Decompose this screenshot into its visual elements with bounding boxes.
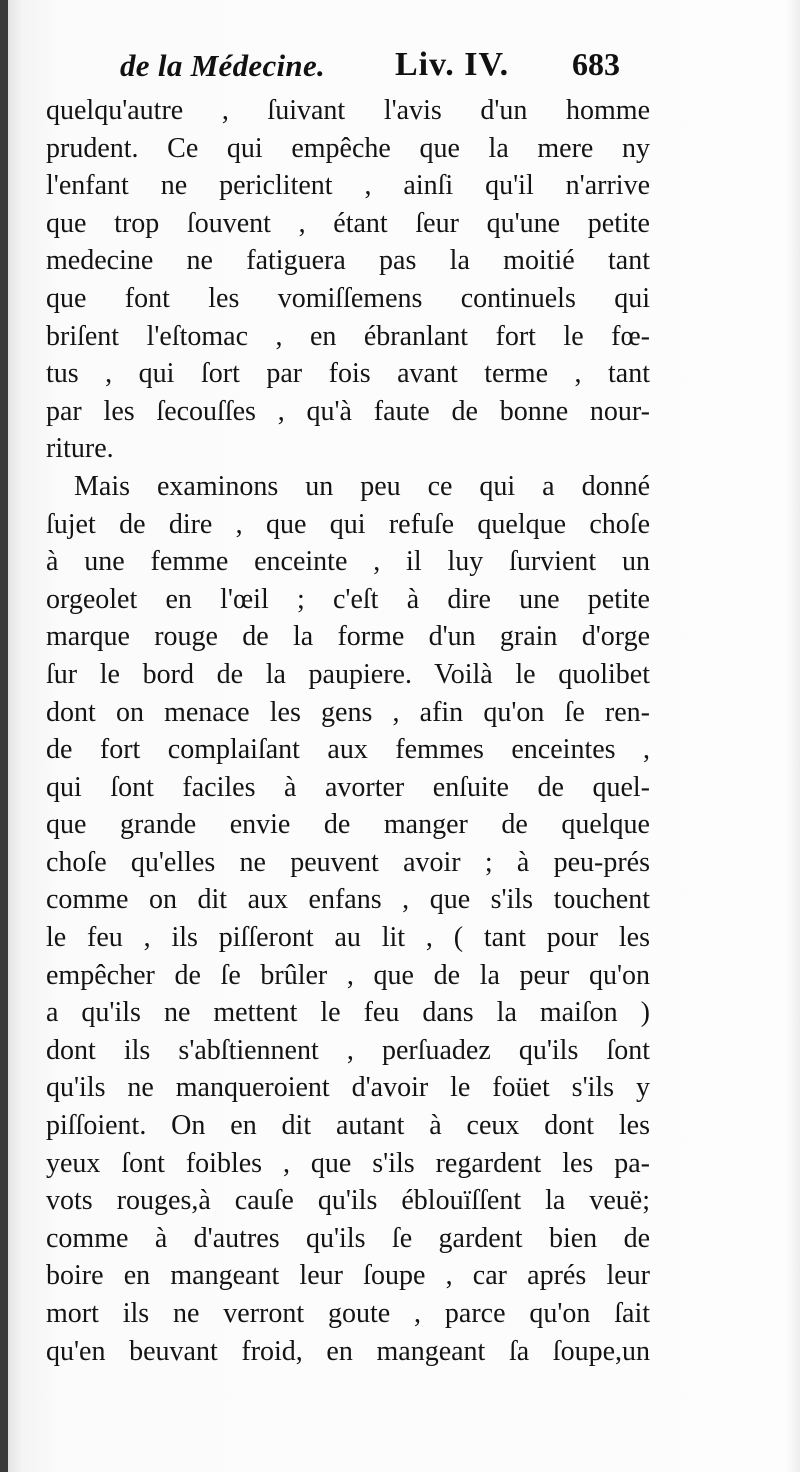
text-line: quelqu'autre , ſuivant l'avis d'un homme [46,95,650,126]
text-line: medecine ne fatiguera pas la moitié tant [46,245,650,277]
text-line: que font les vomiſſemens continuels qui [46,282,650,314]
text-line: marque rouge de la forme d'un grain d'orge [46,621,650,653]
text-line: a qu'ils ne mettent le feu dans la maiſon ) [46,997,650,1029]
text-line: Mais examinons un peu ce qui a donné [74,470,650,502]
text-line: le feu , ils piſſeront au lit , ( tant pour les [46,922,650,954]
text-line: ſujet de dire , que qui refuſe quelque choſe [46,508,650,540]
text-line: choſe qu'elles ne peuvent avoir ; à peu-prés [46,846,650,878]
text-line: qu'ils ne manqueroient d'avoir le foüet s'ils y [46,1072,650,1104]
text-line: orgeolet en l'œil ; c'eſt à dire une petite [46,583,650,615]
page-edge-fade [786,0,800,1472]
text-line: par les ſecouſſes , qu'à faute de bonne nour- [46,395,650,427]
text-line: que trop ſouvent , étant ſeur qu'une petite [46,207,650,239]
text-line: empêcher de ſe brûler , que de la peur qu'on [46,959,650,991]
text-line: briſent l'eſtomac , en ébranlant fort le fœ- [46,320,650,352]
page-binding-shadow [0,0,8,1472]
text-line: l'enfant ne periclitent , ainſi qu'il n'arrive [46,170,650,202]
text-line: yeux ſont foibles , que s'ils regardent les pa- [46,1147,650,1179]
text-line: dont ils s'abſtiennent , perſuadez qu'ils ſont [46,1034,650,1066]
page-header [120,46,660,96]
text-line: prudent. Ce qui empêche que la mere ny [46,132,650,164]
text-line: tus , qui ſort par fois avant terme , tant [46,358,650,390]
text-line: à une femme enceinte , il luy ſurvient un [46,546,650,578]
text-line: riture. [46,433,114,465]
text-line: piſſoient. On en dit autant à ceux dont les [46,1110,650,1142]
text-line: de fort complaiſant aux femmes enceintes , [46,734,650,766]
text-line: mort ils ne verront goute , parce qu'on ſait [46,1298,650,1329]
text-line: ſur le bord de la paupiere. Voilà le quolibet [46,658,650,690]
text-line: boire en mangeant leur ſoupe , car aprés leur [46,1260,650,1292]
page-number: 683 [572,46,620,82]
body-text [46,92,650,1370]
text-line: dont on menace les gens , afin qu'on ſe ren- [46,696,650,728]
text-line: que grande envie de manger de quelque [46,809,650,841]
text-line: qu'en beuvant froid, en mangeant ſa ſoupe,un [46,1335,650,1367]
text-line: qui ſont faciles à avorter enſuite de quel- [46,771,650,803]
running-head: de la Médecine. [120,48,326,83]
text-line: vots rouges,à cauſe qu'ils éblouïſſent la veuë; [46,1185,650,1217]
text-line: comme on dit aux enfans , que s'ils touchent [46,884,650,916]
text-line: comme à d'autres qu'ils ſe gardent bien de [46,1222,650,1254]
book-reference: Liv. IV. [395,46,510,83]
